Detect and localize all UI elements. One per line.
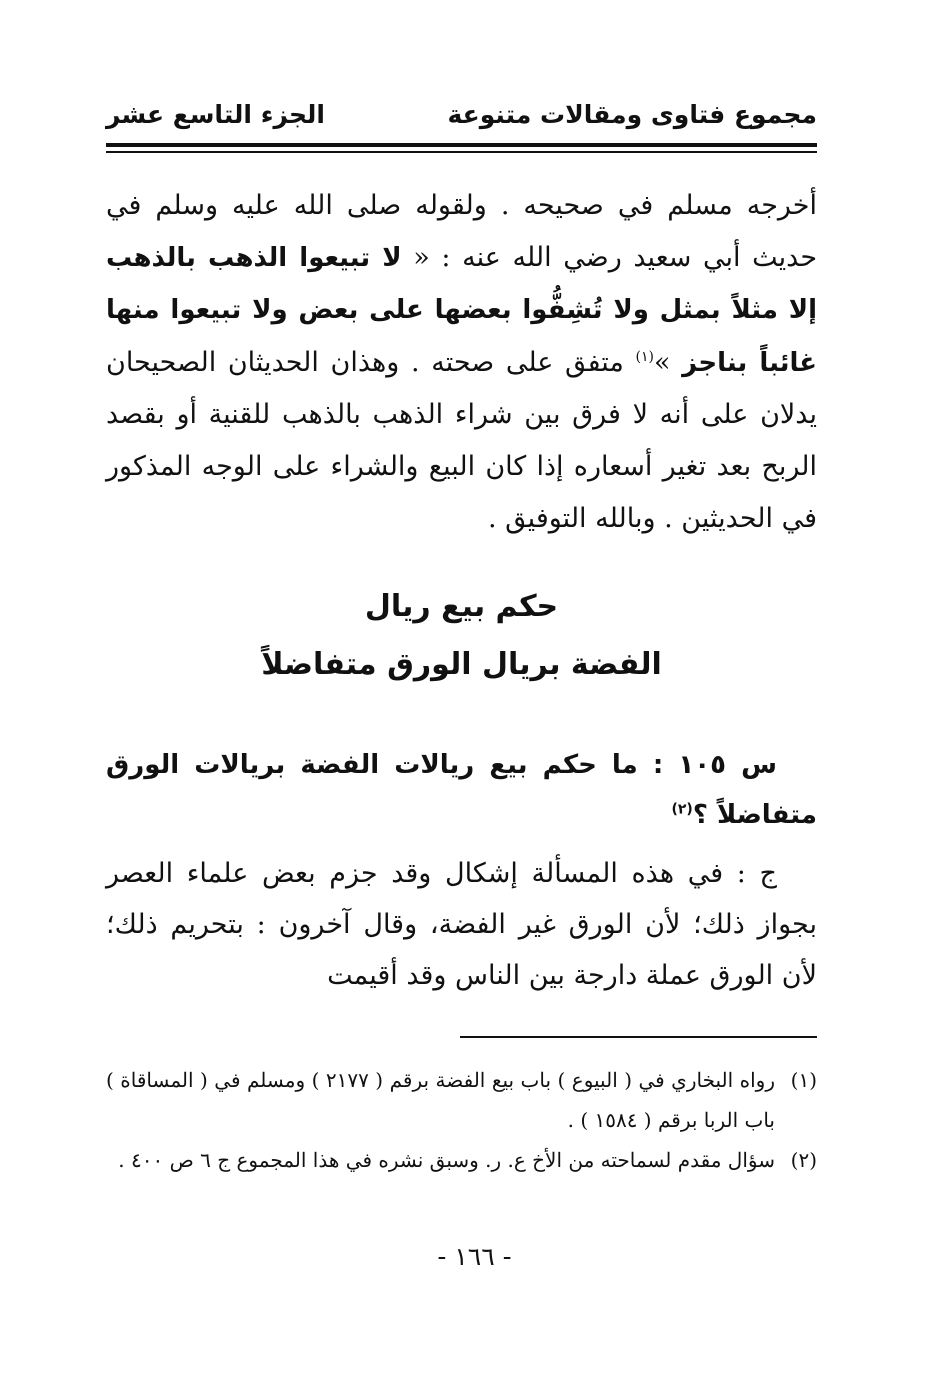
- section-title-line-2: الفضة بريال الورق متفاضلاً: [261, 647, 662, 682]
- question-paragraph: [106, 740, 817, 840]
- volume-label: الجزء التاسع عشر: [106, 100, 325, 129]
- footnote-separator: [460, 1036, 817, 1038]
- footnote-2-text: سؤال مقدم لسماحته من الأخ ع. ر. وسبق نشره في هذا المجموع ج ٦ ص ٤٠٠ .: [118, 1148, 775, 1172]
- running-header: [106, 100, 817, 140]
- footnote-1-text: رواه البخاري في ( البيوع ) باب بيع الفضة برقم ( ٢١٧٧ ) ومسلم في ( المساقاة ) باب الربا برقم ( ١٥٨٤ ) .: [106, 1068, 775, 1132]
- paragraph-1: [106, 180, 817, 544]
- paragraph-1-rest: متفق على صحته . وهذان الحديثان الصحيحان يدلان على أنه لا فرق بين شراء الذهب بالذهب للقنية أو بقصد الربح بعد تغير أسعاره إذا كان البيع والشراء على الوجه المذكور في الحديثين . وبالله التوفيق .: [106, 346, 817, 534]
- book-title: مجموع فتاوى ومقالات متنوعة: [447, 100, 817, 129]
- footnote-2: [106, 1140, 817, 1180]
- section-title-line-1: حكم بيع ريال: [364, 589, 559, 624]
- header-rule-thick: [106, 143, 817, 147]
- hadith-quote: لا تبيعوا الذهب بالذهب إلا مثلاً بمثل ولا تُشِفُّوا بعضها على بعض ولا تبيعوا منها غائباً بناجز: [106, 242, 818, 378]
- footnote-1: [106, 1060, 817, 1140]
- page-number: - ١٦٦ -: [437, 1242, 512, 1271]
- question-text: س ١٠٥ : ما حكم بيع ريالات الفضة بريالات الورق متفاضلاً ؟: [106, 750, 817, 830]
- footnote-1-number: (١): [790, 1068, 817, 1092]
- footnote-ref-2: (٢): [671, 801, 693, 818]
- paragraph-1-intro: أخرجه مسلم في صحيحه . ولقوله صلى الله عليه وسلم في حديث أبي سعيد رضي الله عنه : «: [106, 190, 818, 273]
- footnote-ref-1: (١): [635, 348, 654, 365]
- footnote-2-number: (٢): [790, 1148, 817, 1172]
- main-paragraph: [106, 180, 817, 544]
- footnotes: [106, 1060, 817, 1180]
- header-rule-thin: [106, 151, 817, 153]
- section-title: [106, 578, 817, 694]
- answer-paragraph: ج : في هذه المسألة إشكال وقد جزم بعض علماء العصر بجواز ذلك؛ لأن الورق غير الفضة، وقال آخرون : بتحريم ذلك؛ لأن الورق عملة دارجة بين الناس وقد أقيمت: [106, 858, 817, 991]
- quote-close: »: [653, 346, 683, 378]
